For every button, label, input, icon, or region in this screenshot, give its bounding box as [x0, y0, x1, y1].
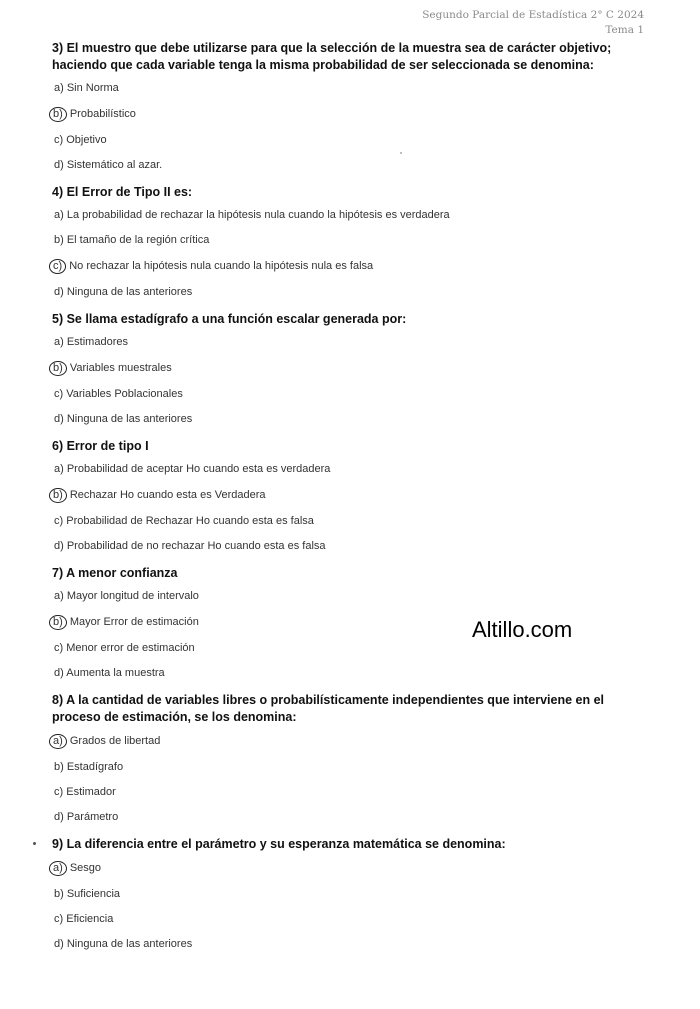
circled-option-letter: b): [49, 488, 67, 503]
answer-option: [54, 209, 652, 222]
option-letter: c): [54, 515, 64, 527]
circled-option-letter: c): [49, 259, 66, 274]
question-title: 8) A la cantidad de variables libres o probabilísticamente independientes que interviene en el proceso de estimación, se los denomina:: [52, 693, 605, 724]
option-text: Probabilístico: [69, 108, 136, 120]
answer-option: [54, 336, 652, 349]
option-letter: d): [54, 413, 64, 425]
option-text: El tamaño de la región crítica: [66, 234, 210, 246]
option-text: Objetivo: [66, 134, 107, 146]
answer-option: [54, 938, 652, 951]
option-letter: d): [54, 159, 64, 171]
answer-option: [54, 286, 652, 299]
question-block: [52, 40, 652, 172]
answer-option: [54, 259, 652, 274]
question-block: [52, 836, 652, 951]
option-text: Grados de libertad: [69, 735, 161, 747]
answer-option: [54, 515, 652, 528]
option-text: Eficiencia: [66, 913, 114, 925]
question-title: 6) Error de tipo I: [52, 439, 149, 453]
option-letter: b): [54, 761, 64, 773]
option-text: Sistemático al azar.: [66, 159, 163, 171]
question-title: 5) Se llama estadígrafo a una función escalar generada por:: [52, 312, 407, 326]
option-letter: a): [54, 336, 64, 348]
answer-option: [54, 463, 652, 476]
option-text: Mayor longitud de intervalo: [66, 590, 199, 602]
answer-option: [54, 82, 652, 95]
option-text: Suficiencia: [66, 888, 121, 900]
watermark: Altillo.com: [472, 617, 573, 642]
exam-header: [422, 8, 644, 38]
answer-option: [54, 234, 652, 247]
question-block: [52, 311, 652, 426]
option-letter: c): [54, 786, 64, 798]
option-text: La probabilidad de rechazar la hipótesis nula cuando la hipótesis es verdadera: [66, 209, 450, 221]
answer-option: [54, 888, 652, 901]
option-text: Estadígrafo: [66, 761, 124, 773]
circled-option-letter: b): [49, 107, 67, 122]
question-list: [52, 40, 652, 963]
question-title: 7) A menor confianza: [52, 566, 178, 580]
answer-option: [54, 734, 652, 749]
question-block: [52, 692, 652, 824]
option-letter: a): [54, 82, 64, 94]
option-letter: d): [54, 667, 64, 679]
option-letter: b): [54, 234, 64, 246]
option-letter: d): [54, 938, 64, 950]
option-text: Probabilidad de aceptar Ho cuando esta es verdadera: [66, 463, 331, 475]
question-block: [52, 184, 652, 299]
answer-option: [54, 861, 652, 876]
option-text: No rechazar la hipótesis nula cuando la hipótesis nula es falsa: [69, 260, 374, 272]
answer-option: [54, 913, 652, 926]
option-text: Aumenta la muestra: [66, 667, 165, 679]
answer-option: [54, 159, 652, 172]
option-text: Variables Poblacionales: [66, 388, 183, 400]
option-letter: d): [54, 540, 64, 552]
scan-speck: [400, 152, 402, 154]
option-text: Ninguna de las anteriores: [66, 413, 193, 425]
option-text: Parámetro: [66, 811, 119, 823]
answer-option: [54, 761, 652, 774]
question-title: 3) El muestro que debe utilizarse para que la selección de la muestra sea de carácter objetivo; haciendo que cada variable tenga la misma probabilidad de ser seleccionada se denomina:: [52, 41, 612, 72]
question-title: 4) El Error de Tipo II es:: [52, 185, 193, 199]
option-text: Sesgo: [69, 862, 102, 874]
option-text: Ninguna de las anteriores: [66, 286, 193, 298]
option-text: Rechazar Ho cuando esta es Verdadera: [69, 489, 266, 501]
answer-option: [54, 590, 652, 603]
option-text: Ninguna de las anteriores: [66, 938, 193, 950]
question-title: 9) La diferencia entre el parámetro y su esperanza matemática se denomina:: [52, 837, 506, 851]
answer-option: [54, 134, 652, 147]
option-letter: d): [54, 286, 64, 298]
answer-option: [54, 642, 652, 655]
scan-speck: [33, 842, 36, 845]
option-text: Variables muestrales: [69, 362, 172, 374]
option-letter: c): [54, 388, 64, 400]
option-letter: a): [54, 590, 64, 602]
option-text: Sin Norma: [66, 82, 119, 94]
option-letter: d): [54, 811, 64, 823]
option-text: Mayor Error de estimación: [69, 616, 199, 628]
answer-option: [54, 413, 652, 426]
answer-option: [54, 488, 652, 503]
circled-option-letter: b): [49, 361, 67, 376]
option-text: Estimador: [66, 786, 116, 798]
answer-option: [54, 667, 652, 680]
question-block: [52, 438, 652, 553]
answer-option: [54, 107, 652, 122]
circled-option-letter: a): [49, 734, 67, 749]
option-text: Menor error de estimación: [66, 642, 195, 654]
answer-option: [54, 388, 652, 401]
answer-option: [54, 786, 652, 799]
circled-option-letter: b): [49, 615, 67, 630]
option-letter: c): [54, 913, 64, 925]
answer-option: [54, 811, 652, 824]
option-letter: a): [54, 463, 64, 475]
option-letter: a): [54, 209, 64, 221]
option-letter: c): [54, 642, 64, 654]
option-text: Estimadores: [66, 336, 128, 348]
option-text: Probabilidad de no rechazar Ho cuando esta es falsa: [66, 540, 326, 552]
exam-tema: Tema 1: [605, 24, 644, 36]
answer-option: [54, 540, 652, 553]
exam-title: Segundo Parcial de Estadística 2° C 2024: [422, 9, 644, 21]
option-letter: b): [54, 888, 64, 900]
circled-option-letter: a): [49, 861, 67, 876]
answer-option: [54, 361, 652, 376]
option-letter: c): [54, 134, 64, 146]
option-text: Probabilidad de Rechazar Ho cuando esta es falsa: [66, 515, 314, 527]
